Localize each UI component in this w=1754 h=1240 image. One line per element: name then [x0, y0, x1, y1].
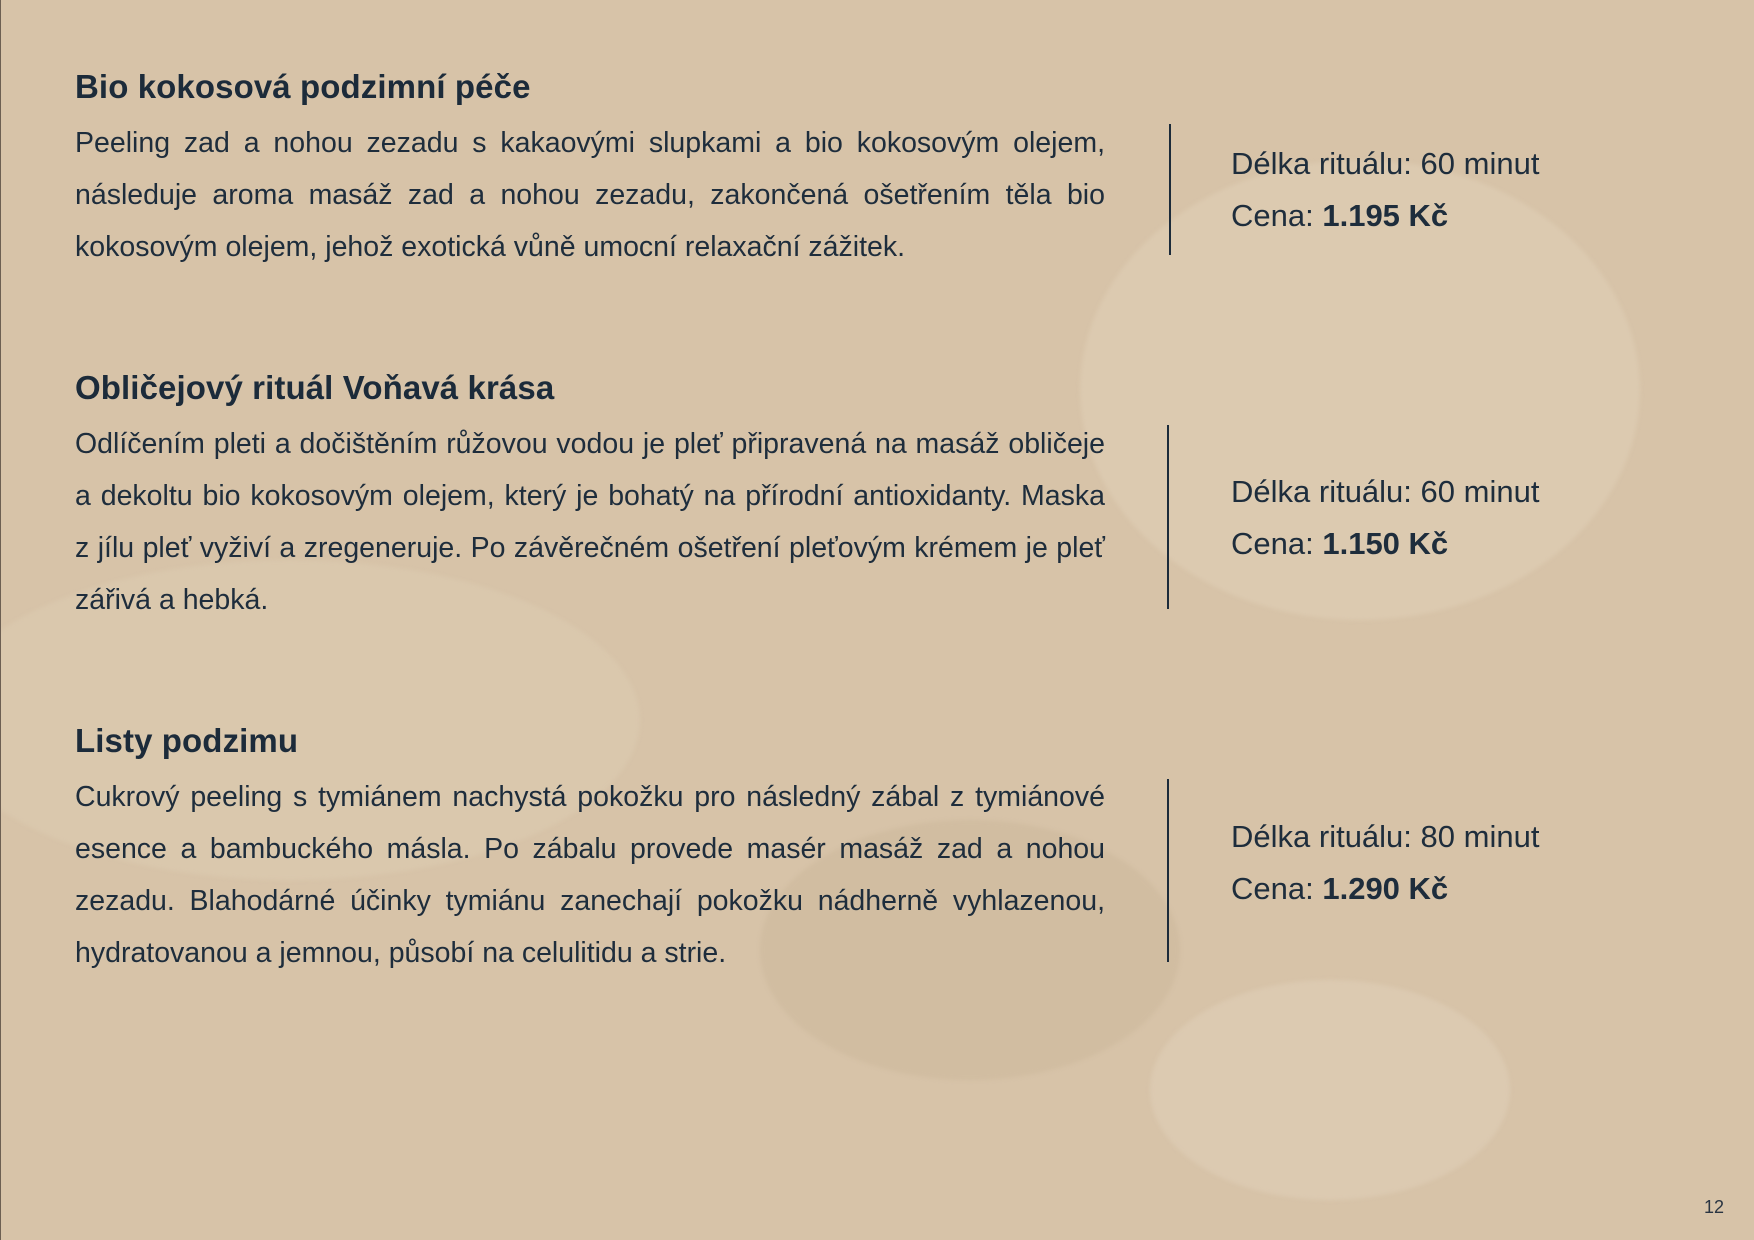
treatment-title: Obličejový rituál Voňavá krása — [75, 369, 555, 406]
treatment-description: Peeling zad a nohou zezadu s kakaovými slupkami a bio kokosovým olejem, následuje aroma masáž zad a nohou zezadu, zakončená ošetřením těla bio kokosovým olejem, jehož exotická vůně umocní relaxační zážitek. — [75, 127, 1105, 263]
vertical-divider — [1169, 124, 1171, 255]
treatment-price-row — [1231, 863, 1539, 915]
price-label: Cena: — [1231, 871, 1323, 906]
vertical-divider — [1167, 779, 1169, 962]
treatment-title: Listy podzimu — [75, 722, 299, 759]
treatment-price-row — [1231, 518, 1539, 570]
price-value: 1.150 Kč — [1322, 526, 1449, 561]
treatment-duration: Délka rituálu: 60 minut — [1231, 474, 1540, 509]
vertical-divider — [1167, 425, 1169, 609]
price-label: Cena: — [1231, 198, 1323, 233]
price-label: Cena: — [1231, 526, 1323, 561]
treatment-price-row — [1231, 190, 1539, 242]
background-photo-shape — [1150, 980, 1510, 1200]
treatment-description: Cukrový peeling s tymiánem nachystá pokožku pro následný zábal z tymiánové esence a bambuckého másla. Po zábalu provede masér masáž zad a nohou zezadu. Blahodárné účinky tymiánu zanechají pokožku nádherně vyhlazenou, hydratovanou a jemnou, působí na celulitidu a strie. — [75, 781, 1105, 969]
treatment-info-1 — [1231, 138, 1539, 242]
treatment-title: Bio kokosová podzimní péče — [75, 68, 531, 105]
treatment-description: Odlíčením pleti a dočištěním růžovou vodou je pleť připravená na masáž obličeje a dekoltu bio kokosovým olejem, který je bohatý na přírodní antioxidanty. Maska z jílu pleť vyživí a zregeneruje. Po závěrečném ošetření pleťovým krémem je pleť zářivá a hebká. — [75, 428, 1105, 616]
page-number: 12 — [1703, 1197, 1724, 1217]
treatment-section-3 — [75, 721, 1105, 979]
treatment-duration: Délka rituálu: 60 minut — [1231, 146, 1540, 181]
price-value: 1.195 Kč — [1322, 198, 1449, 233]
treatment-info-2 — [1231, 466, 1539, 570]
treatment-info-3 — [1231, 811, 1539, 915]
price-value: 1.290 Kč — [1322, 871, 1449, 906]
page-left-edge — [0, 0, 1, 1240]
treatment-duration: Délka rituálu: 80 minut — [1231, 819, 1540, 854]
treatment-section-2 — [75, 368, 1105, 626]
treatment-section-1 — [75, 67, 1105, 273]
